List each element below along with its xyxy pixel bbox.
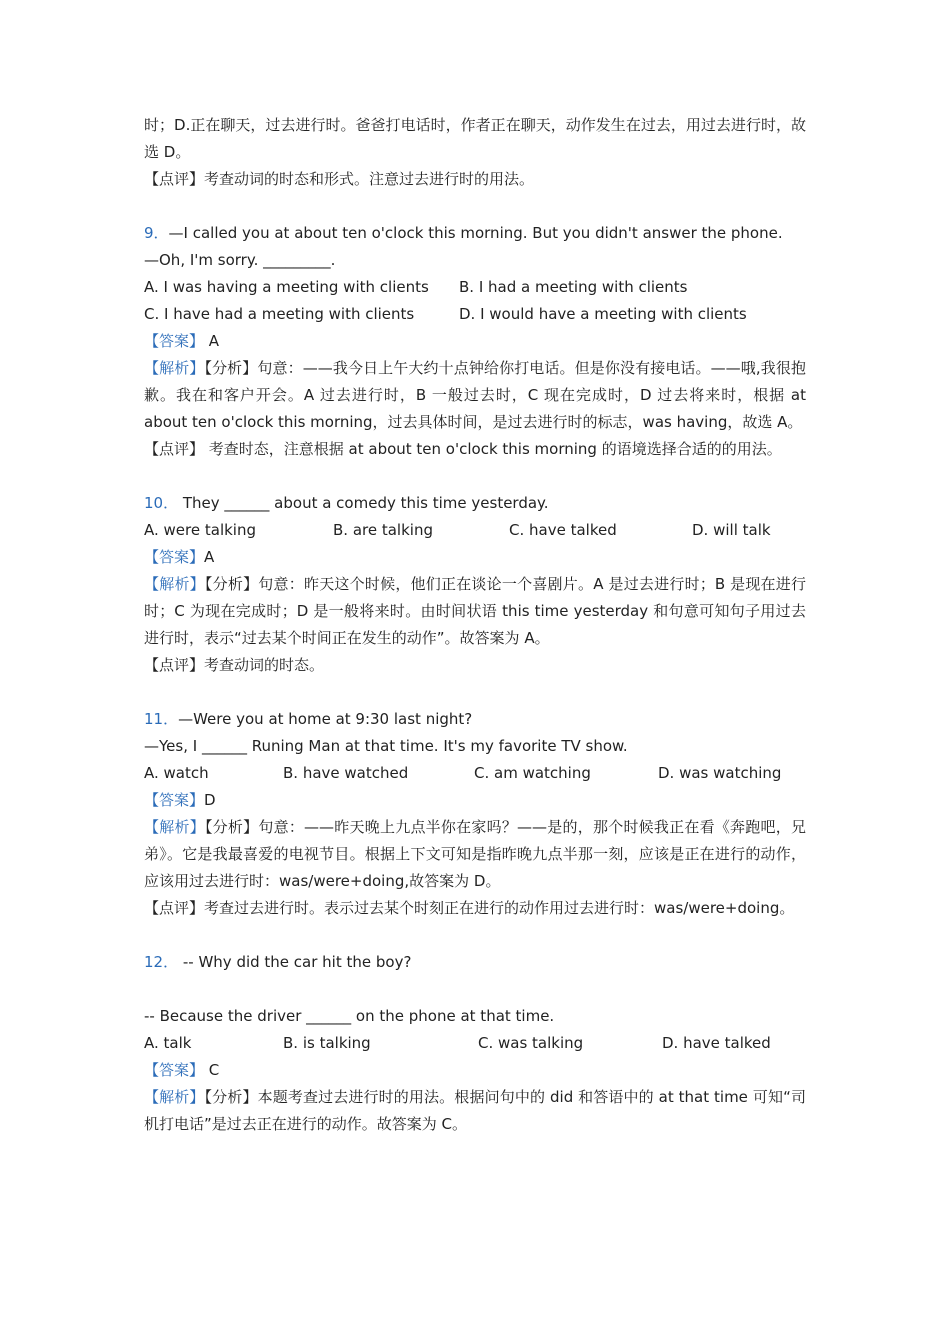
q10-option-d: D. will talk — [692, 521, 771, 539]
q12-option-c: C. was talking — [478, 1034, 584, 1052]
q11-option-a: A. watch — [144, 764, 209, 782]
q11-analysis: 【解析】【分析】句意：——昨天晚上九点半你在家吗？——是的，那个时候我正在看《奔跑吧，兄弟》。它是我最喜爱的电视节目。根据上下文可知是指昨晚九点半那一刻，应该是正在进行的动作，应该用过去进行时：was/were+doing,故答案为 D。 — [144, 818, 806, 890]
q9-options-row2 — [144, 301, 806, 328]
q11-comment: 【点评】考查过去进行时。表示过去某个时刻正在进行的动作用过去进行时：was/were+doing。 — [144, 899, 795, 917]
q10-option-b: B. are talking — [333, 521, 433, 539]
q11-stem-line1: 11．—Were you at home at 9:30 last night? — [144, 710, 473, 728]
q9-answer: 【答案】 A — [144, 332, 220, 350]
q11-answer: 【答案】D — [144, 791, 216, 809]
q12-stem-line2: -- Because the driver ______ on the phone at that time. — [144, 1007, 555, 1025]
q9-option-d: D. I would have a meeting with clients — [459, 305, 747, 323]
q9-analysis: 【解析】【分析】句意：——我今日上午大约十点钟给你打电话。但是你没有接电话。——哦,我很抱歉。我在和客户开会。A 过去进行时，B 一般过去时，C 现在完成时，D 过去将来时，根据 at about ten o'clock this morning，过去具体时间，是过去进行时的标志，was having，故选 A。 — [144, 359, 806, 431]
q10-number: 10． — [144, 494, 179, 512]
q12-option-b: B. is talking — [283, 1034, 371, 1052]
intro-explanation: 时；D.正在聊天，过去进行时。爸爸打电话时，作者正在聊天，动作发生在过去，用过去进行时，故选 D。 — [144, 116, 806, 161]
q9-stem-line2: —Oh, I'm sorry. _________. — [144, 251, 336, 269]
q12-options — [144, 1030, 806, 1057]
q10-stem-line1: 10． They ______ about a comedy this time yesterday. — [144, 494, 549, 512]
q12-number: 12． — [144, 953, 179, 971]
q9-option-b: B. I had a meeting with clients — [459, 278, 688, 296]
q11-options — [144, 760, 806, 787]
q10-option-a: A. were talking — [144, 521, 256, 539]
q12-analysis: 【解析】【分析】本题考查过去进行时的用法。根据问句中的 did 和答语中的 at that time 可知“司机打电话”是过去正在进行的动作。故答案为 C。 — [144, 1088, 806, 1133]
q11-option-c: C. am watching — [474, 764, 591, 782]
q11-stem-line2: —Yes, I ______ Runing Man at that time. It's my favorite TV show. — [144, 737, 628, 755]
q12-option-d: D. have talked — [662, 1034, 771, 1052]
q9-option-a: A. I was having a meeting with clients — [144, 278, 429, 296]
q12-stem-line1: 12． -- Why did the car hit the boy? — [144, 953, 412, 971]
q10-options — [144, 517, 806, 544]
q12-option-a: A. talk — [144, 1034, 192, 1052]
q10-answer: 【答案】A — [144, 548, 215, 566]
q12-answer: 【答案】 C — [144, 1061, 220, 1079]
q9-comment: 【点评】 考查时态，注意根据 at about ten o'clock this morning 的语境选择合适的的用法。 — [144, 440, 782, 458]
q9-option-c: C. I have had a meeting with clients — [144, 305, 415, 323]
q10-analysis: 【解析】【分析】句意：昨天这个时候，他们正在谈论一个喜剧片。A 是过去进行时；B 是现在进行时；C 为现在完成时；D 是一般将来时。由时间状语 this time yesterday 和句意可知句子用过去进行时，表示“过去某个时间正在发生的动作”。故答案为 A。 — [144, 575, 806, 647]
q11-option-d: D. was watching — [658, 764, 782, 782]
q11-option-b: B. have watched — [283, 764, 409, 782]
q9-stem-line1: 9．—I called you at about ten o'clock this morning. But you didn't answer the phone. — [144, 224, 783, 242]
q10-option-c: C. have talked — [509, 521, 617, 539]
q9-options-row1 — [144, 274, 806, 301]
document-page — [144, 112, 806, 1138]
q9-number: 9． — [144, 224, 169, 242]
q10-comment: 【点评】考查动词的时态。 — [144, 656, 325, 674]
intro-comment: 【点评】考查动词的时态和形式。注意过去进行时的用法。 — [144, 170, 535, 188]
q11-number: 11． — [144, 710, 179, 728]
